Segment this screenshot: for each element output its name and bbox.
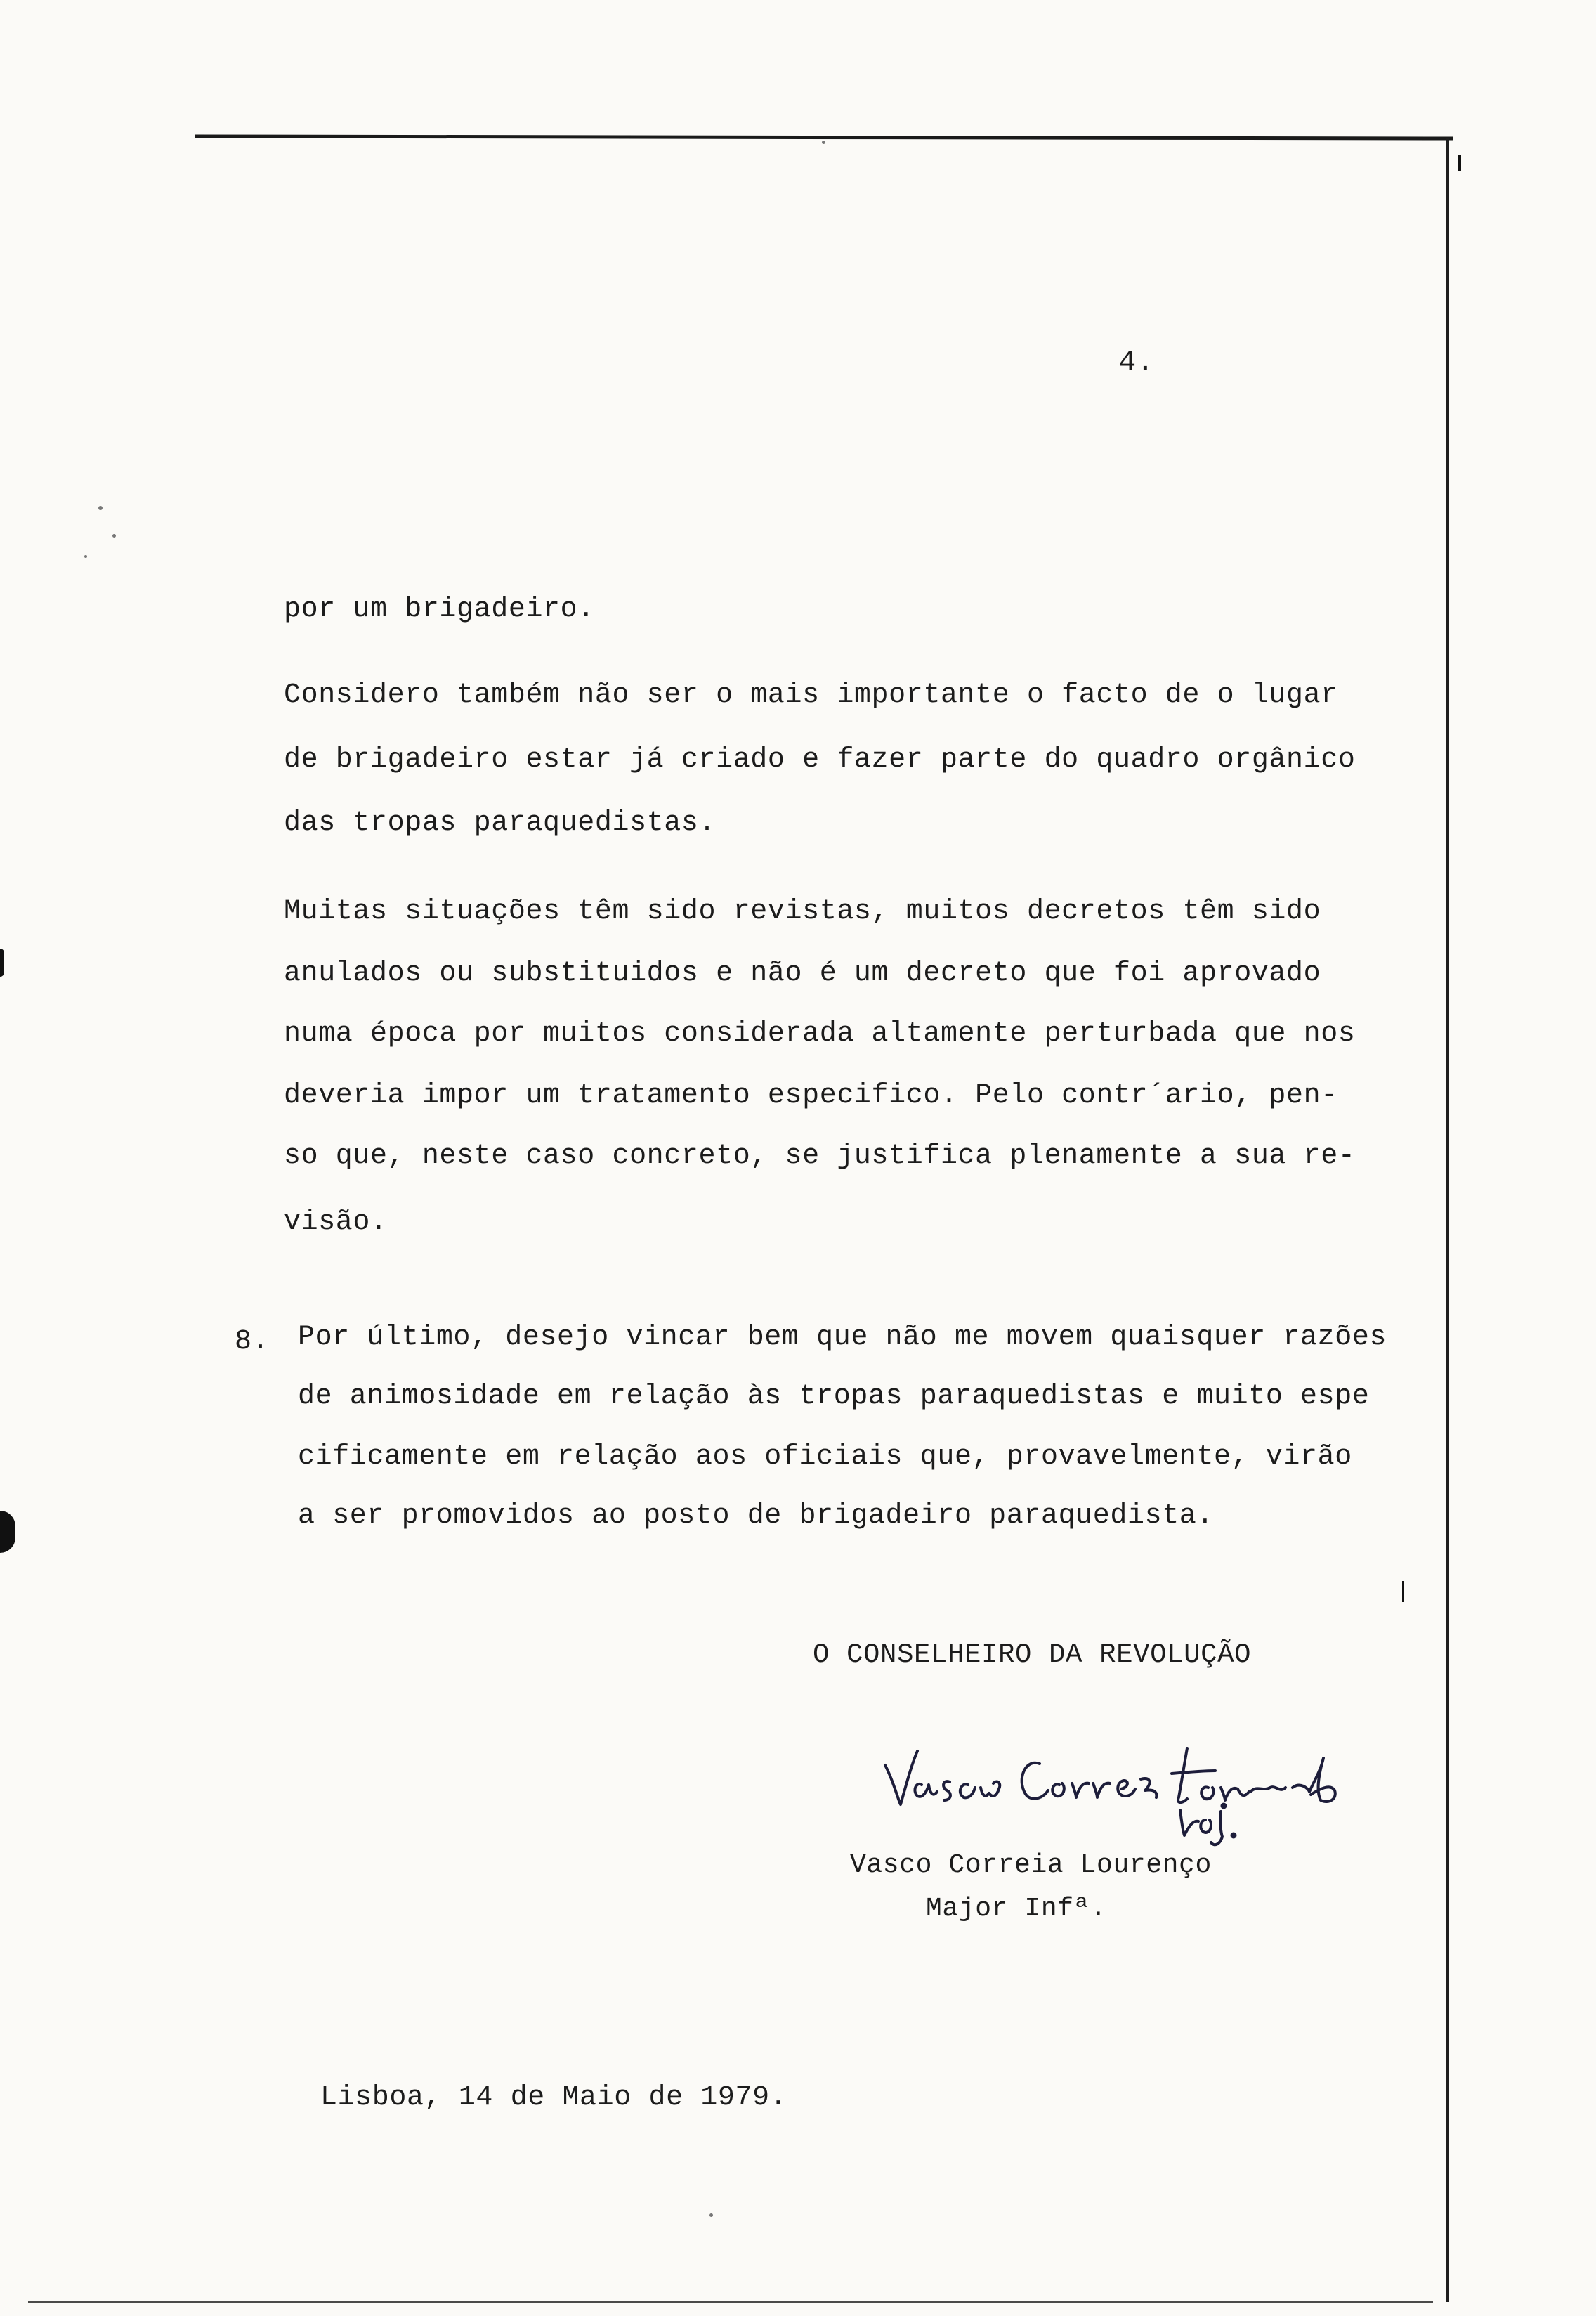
- item-line: Por último, desejo vincar bem que não me movem quaisquer razões: [298, 1322, 1387, 1353]
- bottom-rule: [28, 2301, 1433, 2303]
- handwritten-signature: [878, 1715, 1356, 1862]
- scan-speck: [709, 2213, 713, 2217]
- paragraph-line: Considero também não ser o mais importante o facto de o lugar: [284, 679, 1338, 711]
- scan-speck: [84, 555, 87, 558]
- paragraph-line: numa época por muitos considerada altamente perturbada que nos: [284, 1018, 1356, 1050]
- paragraph-line: Muitas situações têm sido revistas, muitos decretos têm sido: [284, 896, 1321, 928]
- scan-speck: [822, 141, 825, 144]
- paragraph-line: de brigadeiro estar já criado e fazer parte do quadro orgânico: [284, 744, 1356, 776]
- right-border: [1446, 138, 1449, 2302]
- office-title: O CONSELHEIRO DA REVOLUÇÃO: [813, 1639, 1252, 1670]
- item-line: a ser promovidos ao posto de brigadeiro paraquedista.: [298, 1500, 1215, 1532]
- date-line: Lisboa, 14 de Maio de 1979.: [320, 2082, 787, 2114]
- binder-hole-mark: [0, 1511, 15, 1553]
- page-number: 4.: [1118, 346, 1155, 379]
- paragraph-line: das tropas paraquedistas.: [284, 807, 717, 839]
- top-rule: [195, 134, 1453, 140]
- paragraph-line: visão.: [284, 1206, 388, 1238]
- margin-mark: [1402, 1581, 1404, 1602]
- scan-speck: [112, 534, 116, 538]
- item-line: de animosidade em relação às tropas paraquedistas e muito espe: [298, 1381, 1370, 1412]
- paragraph-line: anulados ou substituidos e não é um decreto que foi aprovado: [284, 958, 1321, 989]
- margin-mark: [1458, 155, 1461, 171]
- paragraph-line: deveria impor um tratamento especifico. Pelo contr´ario, pen-: [284, 1080, 1338, 1112]
- paragraph-line: por um brigadeiro.: [284, 594, 595, 625]
- item-number: 8.: [235, 1326, 270, 1358]
- signer-name: Vasco Correia Lourenço: [850, 1850, 1212, 1880]
- scan-speck: [98, 506, 103, 510]
- margin-mark: [0, 949, 4, 977]
- signer-rank: Major Infª.: [926, 1894, 1107, 1924]
- item-line: cificamente em relação aos oficiais que, provavelmente, virão: [298, 1441, 1352, 1473]
- paragraph-line: so que, neste caso concreto, se justifica plenamente a sua re-: [284, 1140, 1356, 1172]
